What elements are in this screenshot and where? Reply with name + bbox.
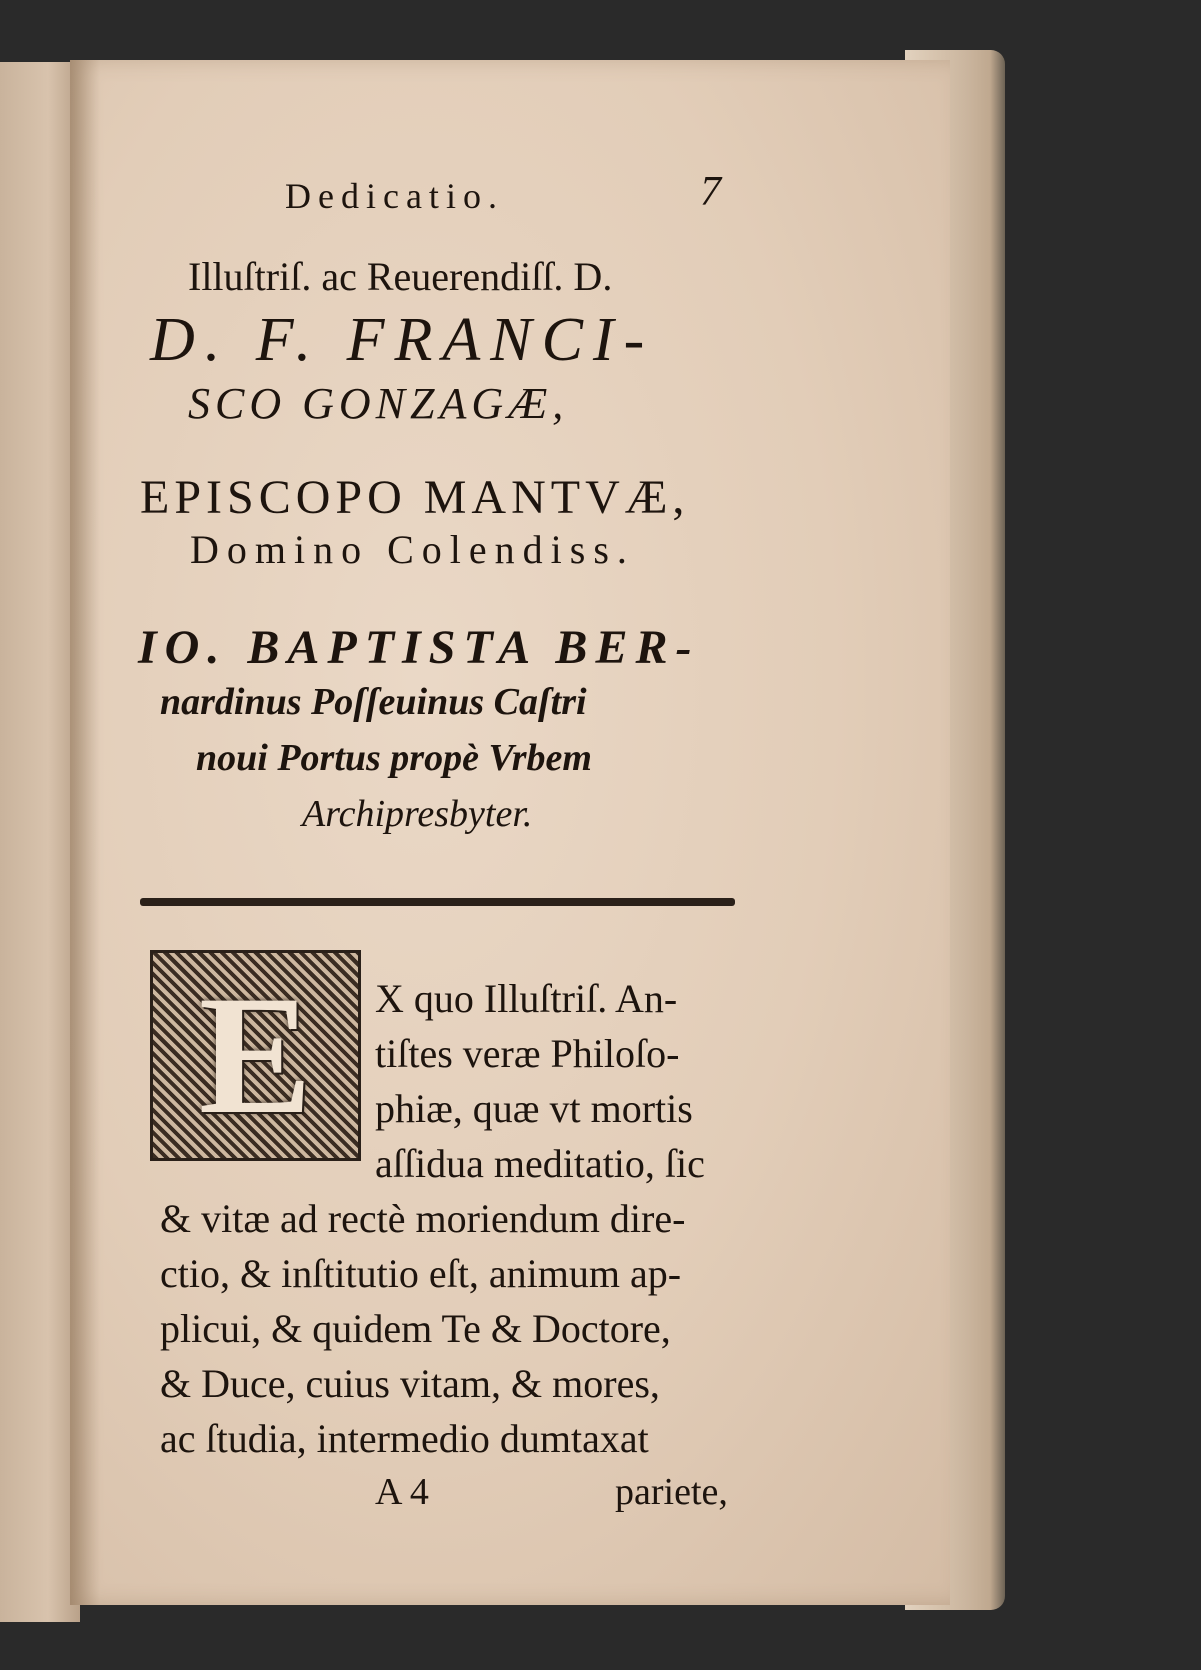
body-line: phiæ, quæ vt mortis [375, 1086, 693, 1131]
signature-mark: A 4 [375, 1471, 429, 1513]
author-line-3: noui Portus propè Vrbem [196, 737, 592, 779]
running-header: Dedicatio. [285, 176, 504, 216]
body-line: ctio, & inſtitutio eſt, animum ap- [160, 1251, 682, 1296]
body-line: & vitæ ad rectè moriendum dire- [160, 1196, 686, 1241]
body-line: X quo Illuſtriſ. An- [375, 976, 678, 1021]
author-line-2: nardinus Poſſeuinus Caſtri [160, 681, 587, 723]
gutter-shadow [70, 60, 100, 1605]
body-line: plicui, & quidem Te & Doctore, [160, 1306, 671, 1351]
page-number: 7 [700, 169, 721, 215]
author-line-4: Archipresbyter. [302, 793, 533, 835]
body-line: tiſtes veræ Philoſo- [375, 1031, 680, 1076]
body-line: aſſidua meditatio, ſic [375, 1141, 705, 1186]
decorated-initial [150, 950, 361, 1161]
body-line: ac ſtudia, intermedio dumtaxat [160, 1416, 649, 1461]
title-line-1: Illuſtriſ. ac Reuerendiſſ. D. [188, 254, 613, 299]
body-line: & Duce, cuius vitam, & mores, [160, 1361, 660, 1406]
title-line-2: D. F. FRANCI- [150, 306, 655, 374]
author-line-1: IO. BAPTISTA BER- [138, 621, 700, 674]
catchword: pariete, [615, 1471, 728, 1513]
title-line-5: Domino Colendiss. [190, 527, 635, 572]
initial-letter: E [198, 961, 313, 1149]
title-line-3: SCO GONZAGÆ, [188, 379, 569, 428]
left-page-edge [0, 62, 80, 1622]
ornamental-rule [140, 898, 735, 906]
title-line-4: EPISCOPO MANTVÆ, [140, 471, 690, 524]
